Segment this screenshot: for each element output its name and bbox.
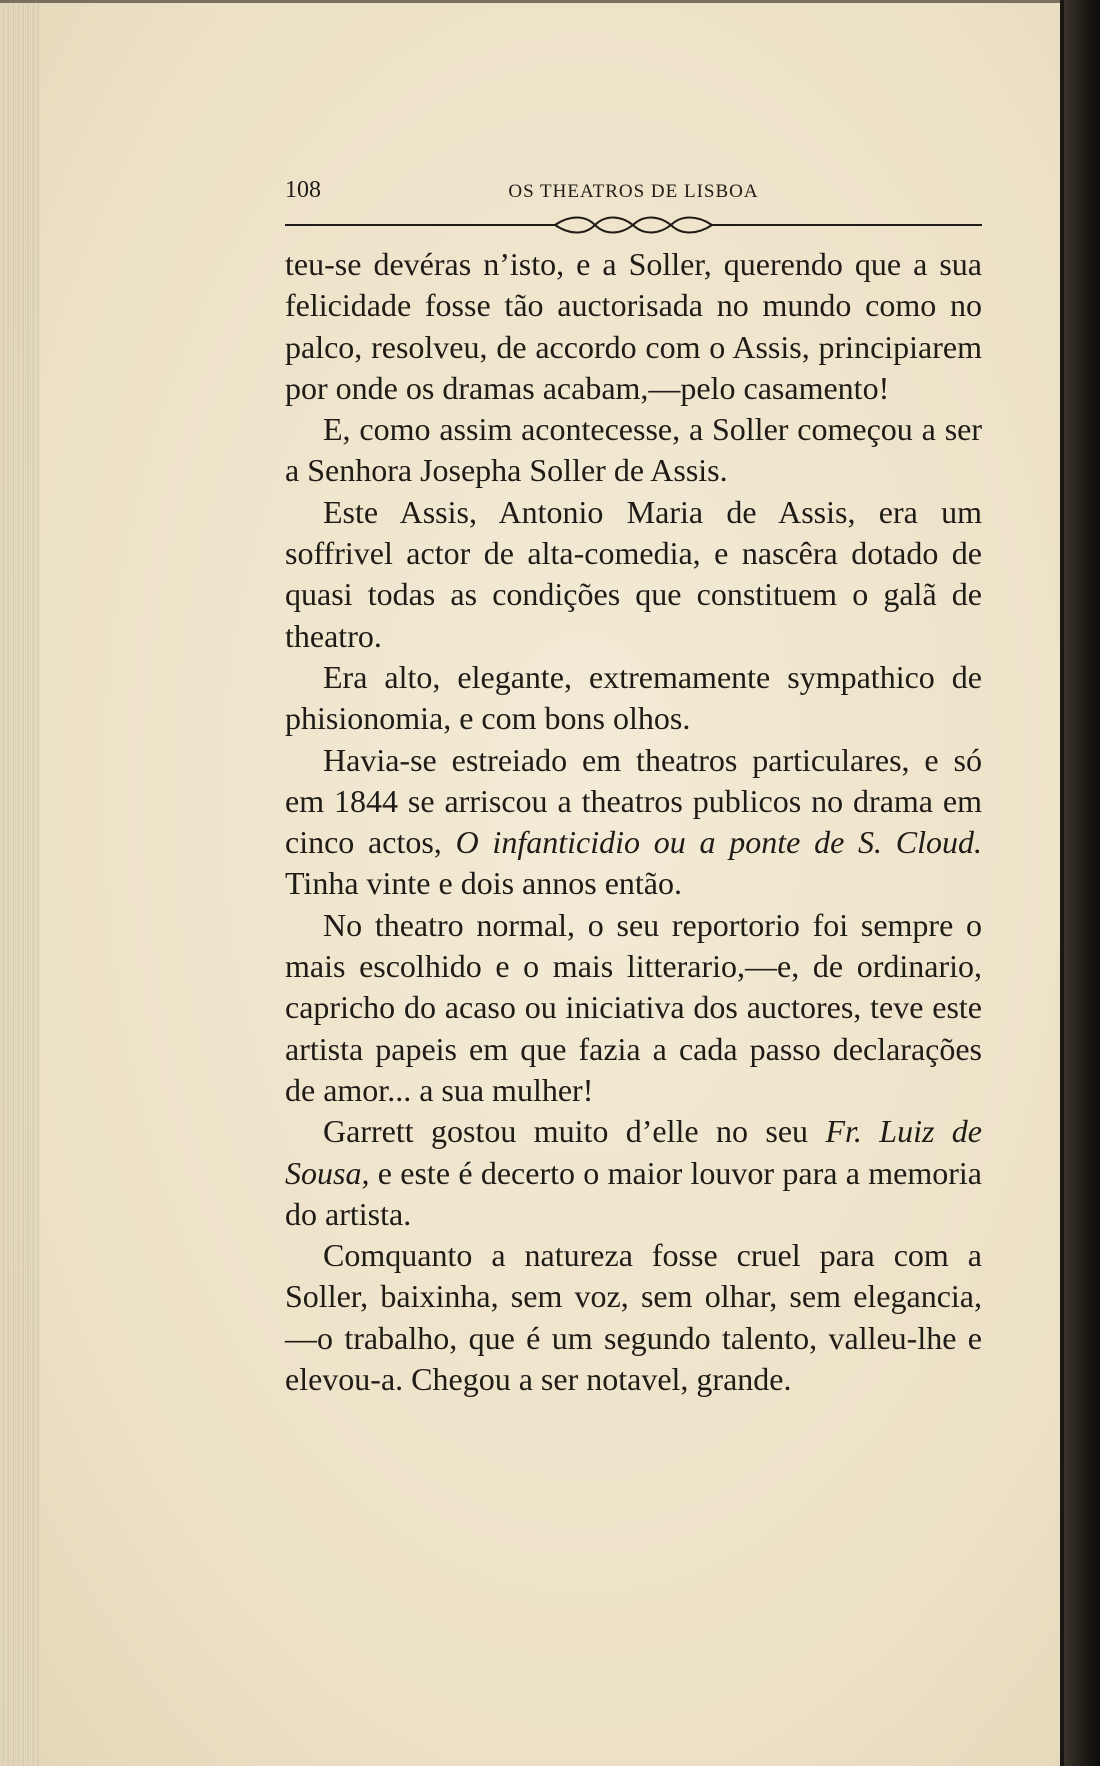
header-ornament-rule	[285, 212, 982, 238]
paragraph-4: Era alto, elegante, extremamente sympathico de phisionomia, e com bons olhos.	[285, 658, 982, 737]
page-edge-stack	[0, 0, 40, 1766]
paragraph-3: Este Assis, Antonio Maria de Assis, era um soffrivel actor de alta-comedia, e nascêra dotado de quasi todas as condições que constituem o galã de theatro.	[285, 493, 982, 654]
play-title-fr-luiz-de-sousa: Fr. Luiz de Sousa,	[285, 1113, 983, 1191]
paragraph-5	[285, 740, 982, 905]
play-title-infanticidio: O infanticidio ou a ponte de S. Cloud.	[455, 824, 983, 861]
top-edge-rule	[0, 0, 1064, 3]
page-number: 108	[285, 177, 321, 203]
page-header	[285, 177, 982, 207]
paragraph-2: E, como assim acontecesse, a Soller começou a ser a Senhora Josepha Soller de Assis.	[285, 411, 982, 489]
paragraph-5-tail: Tinha vinte e dois annos então.	[285, 865, 682, 902]
running-title: OS THEATROS DE LISBOA	[508, 181, 759, 202]
paragraph-1: teu-se devéras n’isto, e a Soller, querendo que a sua felicidade fosse tão auctorisada no mundo como no palco, resolveu, de accordo com o Assis, principiarem por onde os dramas acabam,—pelo casamento!	[285, 246, 982, 406]
paragraph-6: No theatro normal, o seu reportorio foi sempre o mais escolhido e o mais litterario,—e, de ordinario, capricho do acaso ou iniciativa dos auctores, teve este artista papeis em que fazia a cada passo declarações de amor... a sua mulher!	[285, 906, 982, 1108]
paragraph-7-tail: e este é decerto o maior louvor para a memoria do artista.	[285, 1154, 982, 1232]
paragraph-5-text: Havia-se estreiado em theatros particulares, e só em 1844 se arriscou a theatros publicos no drama em cinco actos,	[285, 741, 982, 861]
body-text	[285, 244, 982, 1400]
paragraph-8: Comquanto a natureza fosse cruel para com a Soller, baixinha, sem voz, sem olhar, sem elegancia,—o trabalho, que é um segundo talento, valleu-lhe e elevou-a. Chegou a ser notavel, grande.	[285, 1237, 982, 1398]
paragraph-7-text: Garrett gostou muito d’elle no seu	[323, 1113, 826, 1150]
book-spine-shadow	[1064, 0, 1100, 1766]
paragraph-7	[285, 1111, 982, 1235]
